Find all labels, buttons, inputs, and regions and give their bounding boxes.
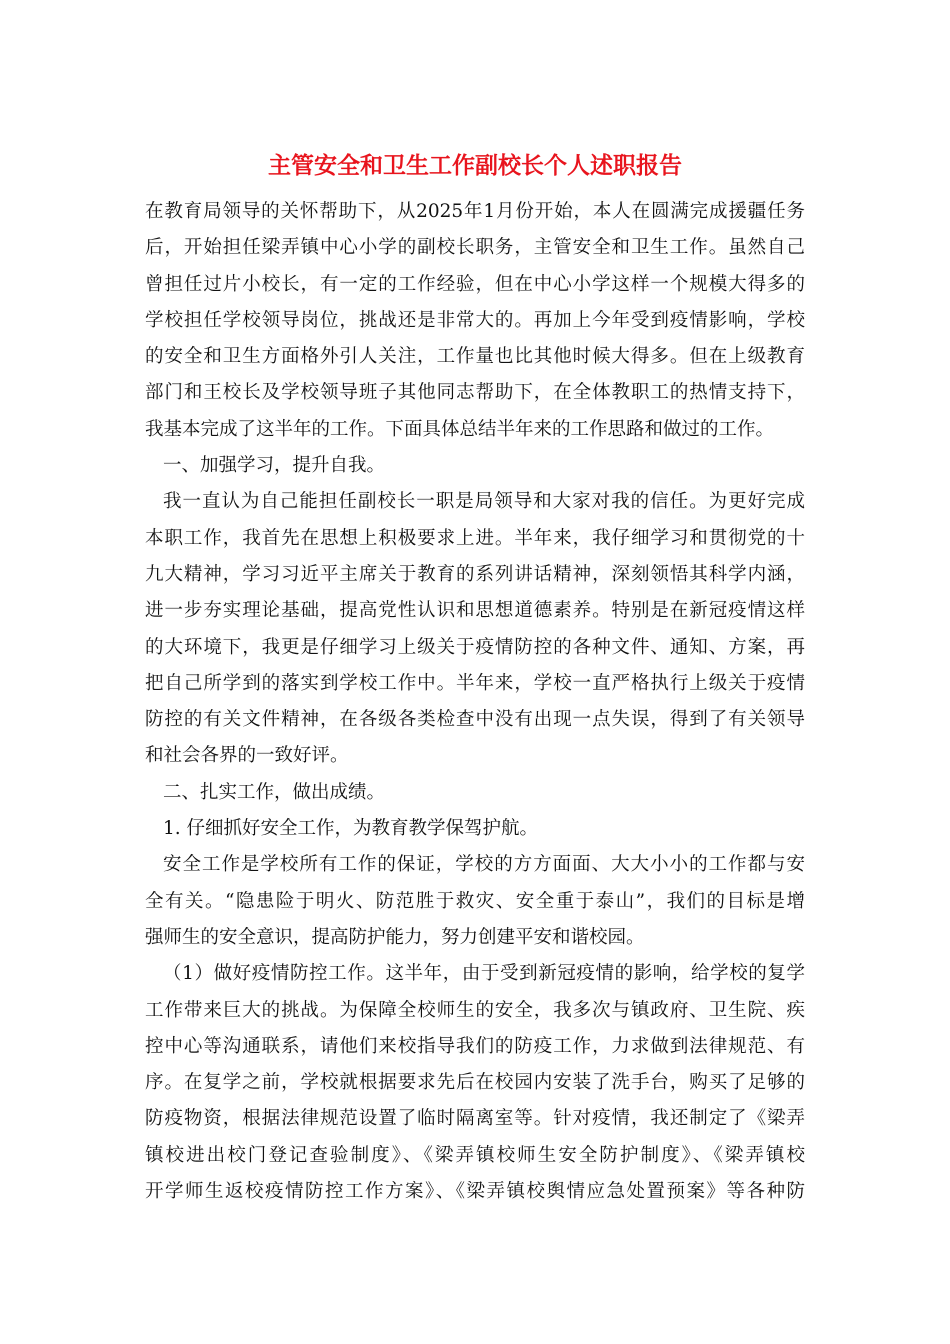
text-line: 把自己所学到的落实到学校工作中。半年来，学校一直严格执行上级关于疫情 xyxy=(145,672,805,694)
text-line: 的安全和卫生方面格外引人关注，工作量也比其他时候大得多。但在上级教育 xyxy=(145,346,805,368)
text-line: 全有关。“隐患险于明火、防范胜于救灾、安全重于泰山”，我们的目标是增 xyxy=(145,890,805,912)
text-line: （1）做好疫情防控工作。这半年，由于受到新冠疫情的影响，给学校的复学 xyxy=(163,963,805,985)
text-line: 镇校进出校门登记查验制度》、《梁弄镇校师生安全防护制度》、《梁弄镇校 xyxy=(145,1144,805,1166)
text-line: 二、扎实工作，做出成绩。 xyxy=(163,781,386,803)
text-line: 防疫物资，根据法律规范设置了临时隔离室等。针对疫情，我还制定了《梁弄 xyxy=(145,1108,805,1130)
text-line: 强师生的安全意识，提高防护能力，努力创建平安和谐校园。 xyxy=(145,926,645,948)
text-line: 序。在复学之前，学校就根据要求先后在校园内安装了洗手台，购买了足够的 xyxy=(145,1072,805,1094)
text-line: 学校担任学校领导岗位，挑战还是非常大的。再加上今年受到疫情影响，学校 xyxy=(145,309,805,331)
text-line: 一、加强学习，提升自我。 xyxy=(163,455,386,477)
text-line: 开学师生返校疫情防控工作方案》、《梁弄镇校舆情应急处置预案》等各种防 xyxy=(145,1181,805,1203)
text-line: 曾担任过片小校长，有一定的工作经验，但在中心小学这样一个规模大得多的 xyxy=(145,273,805,295)
text-line: 我一直认为自己能担任副校长一职是局领导和大家对我的信任。为更好完成 xyxy=(163,491,805,513)
document-title: 主管安全和卫生工作副校长个人述职报告 xyxy=(268,153,682,179)
text-line: 九大精神，学习习近平主席关于教育的系列讲话精神，深刻领悟其科学内涵， xyxy=(145,563,805,585)
text-line: 工作带来巨大的挑战。为保障全校师生的安全，我多次与镇政府、卫生院、疾 xyxy=(145,999,805,1021)
text-line: 防控的有关文件精神，在各级各类检查中没有出现一点失误，得到了有关领导 xyxy=(145,709,805,731)
text-line: 在教育局领导的关怀帮助下，从2025年1月份开始，本人在圆满完成援疆任务 xyxy=(145,201,805,222)
text-line: 进一步夯实理论基础，提高党性认识和思想道德素养。特别是在新冠疫情这样 xyxy=(145,600,805,622)
text-line: 本职工作，我首先在思想上积极要求上进。半年来，我仔细学习和贯彻党的十 xyxy=(145,527,805,549)
text-line: 我基本完成了这半年的工作。下面具体总结半年来的工作思路和做过的工作。 xyxy=(145,418,775,440)
text-line: 和社会各界的一致好评。 xyxy=(145,745,349,767)
text-line: 的大环境下，我更是仔细学习上级关于疫情防控的各种文件、通知、方案，再 xyxy=(145,636,805,658)
text-line: 部门和王校长及学校领导班子其他同志帮助下，在全体教职工的热情支持下， xyxy=(145,382,805,404)
text-line: 控中心等沟通联系，请他们来校指导我们的防疫工作，力求做到法律规范、有 xyxy=(145,1035,805,1057)
text-line: 安全工作是学校所有工作的保证，学校的方方面面、大大小小的工作都与安 xyxy=(163,854,805,876)
document-body xyxy=(145,194,805,1210)
text-line: 1. 仔细抓好安全工作，为教育教学保驾护航。 xyxy=(163,818,539,840)
text-line: 后，开始担任梁弄镇中心小学的副校长职务，主管安全和卫生工作。虽然自己 xyxy=(145,237,805,259)
